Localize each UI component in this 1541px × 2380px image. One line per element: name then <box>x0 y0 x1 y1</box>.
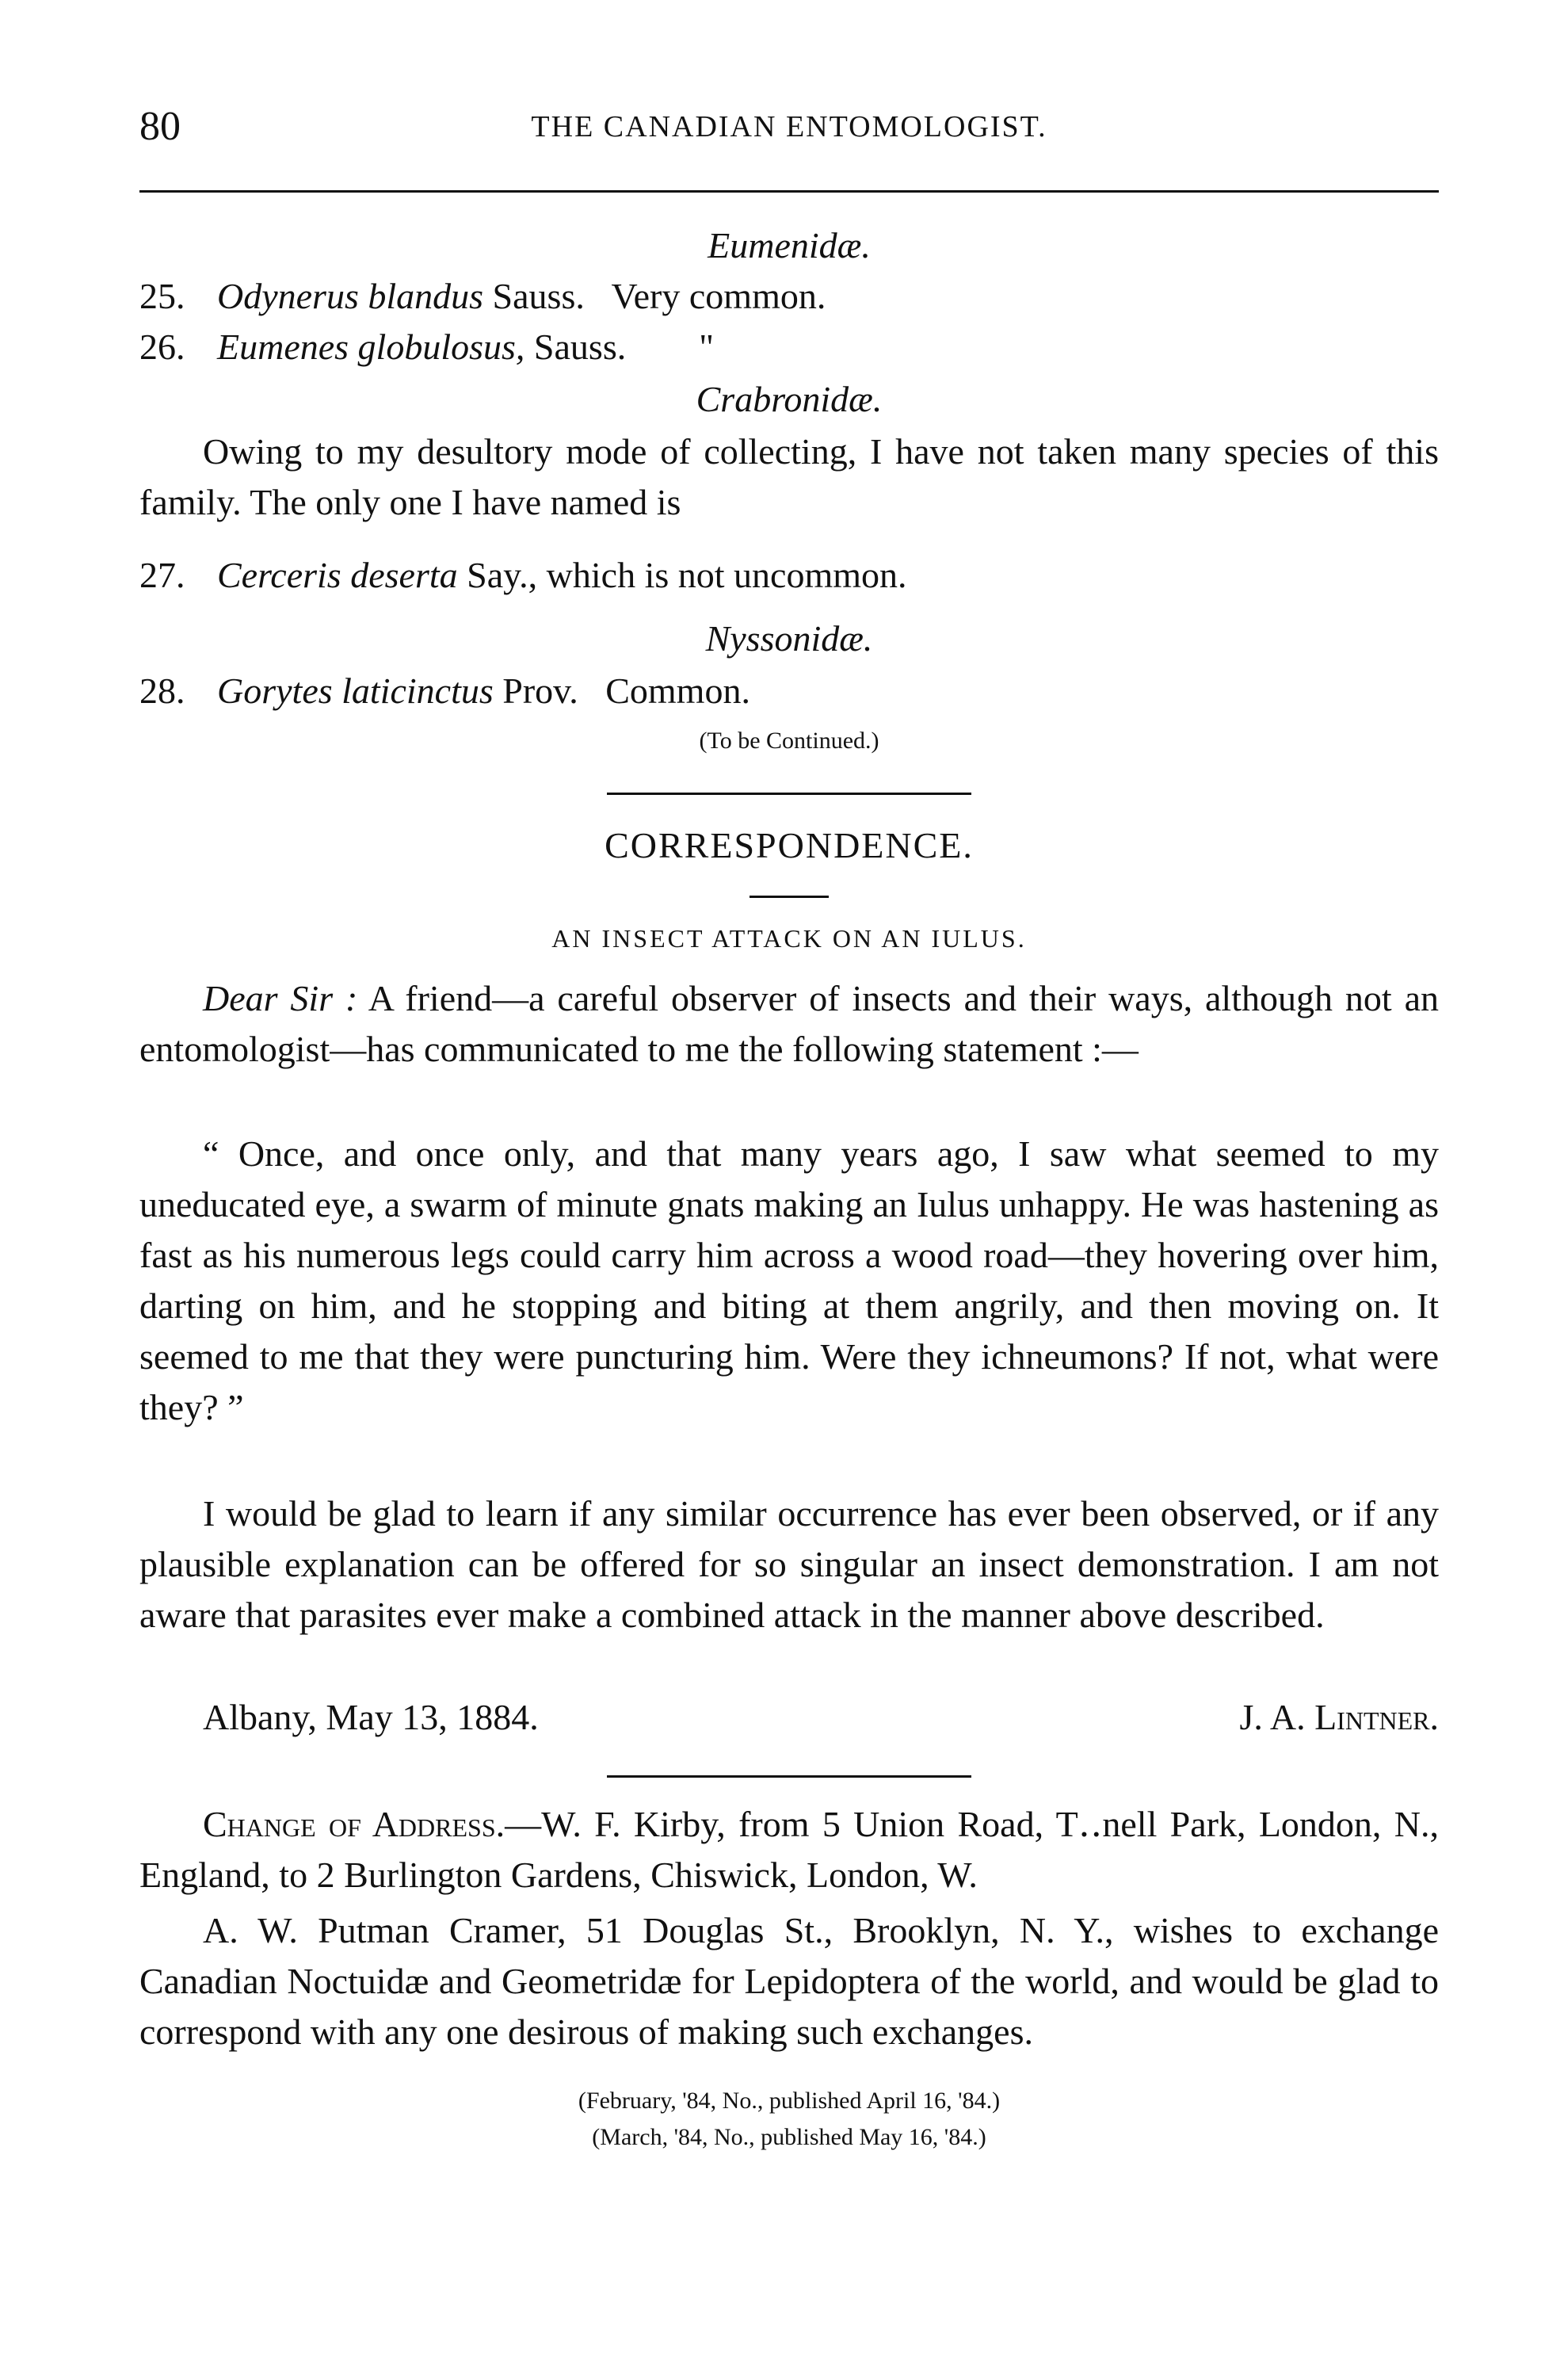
species-name: Eumenes globulosus, <box>217 327 525 367</box>
species-note: Sauss. Very common. <box>483 276 826 316</box>
entry-number: 28. <box>139 670 185 711</box>
entry-number: 26. <box>139 327 185 367</box>
species-name: Cerceris deserta <box>217 555 458 595</box>
page-number: 80 <box>139 104 181 149</box>
publication-note: (February, '84, No., published April 16, '84.) <box>578 2088 1001 2114</box>
section-divider <box>607 1775 971 1778</box>
notice-change-of-address <box>139 1799 1439 1901</box>
article-title: AN INSECT ATTACK ON AN IULUS. <box>551 924 1027 953</box>
species-entry <box>139 271 1439 322</box>
entry-number: 27. <box>139 555 185 595</box>
publication-note: (March, '84, No., published May 16, '84.) <box>592 2124 986 2150</box>
species-note: Prov. Common. <box>493 670 750 711</box>
notice-label: Change of Address. <box>203 1804 505 1844</box>
section-divider <box>607 793 971 795</box>
family-heading-crabronidae: Crabronidæ. <box>696 379 883 419</box>
journal-title: THE CANADIAN ENTOMOLOGIST. <box>531 110 1047 143</box>
species-note: Sauss. " <box>524 327 715 367</box>
letter-quotation: “ Once, and once only, and that many years ago, I saw what seemed to my uneducated eye, a swarm of minute gnats making an Iulus unhappy. He was hastening as fast as his numerous legs could carry him across a wood road—they hovering over him, darting on him, and he stopping and biting at them angrily, and then moving on. It seemed to me that they were puncturing him. Were they ichneumons? If not, what were they? ” <box>139 1133 1439 1427</box>
intro-text: A friend—a careful observer of insects and their ways, although not an entomologist—has communicated to me the following statement :— <box>139 978 1439 1069</box>
to-be-continued-note: (To be Continued.) <box>699 728 879 754</box>
salutation: Dear Sir : <box>203 978 358 1018</box>
notice-text: —W. F. Kirby, from 5 Union Road, T‥nell Park, London, N., England, to 2 Burlington Gardens, Chiswick, London, W. <box>139 1804 1439 1895</box>
notice-exchange: A. W. Putman Cramer, 51 Douglas St., Brooklyn, N. Y., wishes to exchange Canadian Noctuidæ and Geometridæ for Lepidoptera of the world, and would be glad to correspond with any one desirous of making such exchanges. <box>139 1910 1439 2052</box>
species-entry <box>139 550 1439 601</box>
short-divider <box>750 896 829 898</box>
place-date: Albany, May 13, 1884. <box>203 1697 539 1737</box>
entry-number: 25. <box>139 276 185 316</box>
family-heading-eumenidae: Eumenidæ. <box>708 225 871 266</box>
letter-paragraph-closing: I would be glad to learn if any similar occurrence has ever been observed, or if any plausible explanation can be offered for so singular an insect demonstration. I am not aware that parasites ever make a combined attack in the manner above described. <box>139 1493 1439 1635</box>
species-name: Odynerus blandus <box>217 276 484 316</box>
species-note: Say., which is not uncommon. <box>457 555 907 595</box>
paragraph-crabronidae: Owing to my desultory mode of collecting, I have not taken many species of this family. The only one I have named is <box>139 431 1439 522</box>
species-entry <box>139 666 1439 716</box>
running-head <box>139 103 1439 151</box>
family-heading-nyssonidae: Nyssonidæ. <box>705 618 873 659</box>
species-name: Gorytes laticinctus <box>217 670 494 711</box>
signature-initials: J. A. <box>1239 1697 1315 1737</box>
signature <box>1239 1696 1439 1738</box>
section-heading-correspondence: CORRESPONDENCE. <box>605 825 974 865</box>
letter-paragraph-intro <box>139 973 1439 1075</box>
document-page <box>139 0 1439 2380</box>
header-rule <box>139 190 1439 193</box>
species-entry <box>139 322 1439 372</box>
signature-surname: Lintner. <box>1314 1697 1439 1737</box>
